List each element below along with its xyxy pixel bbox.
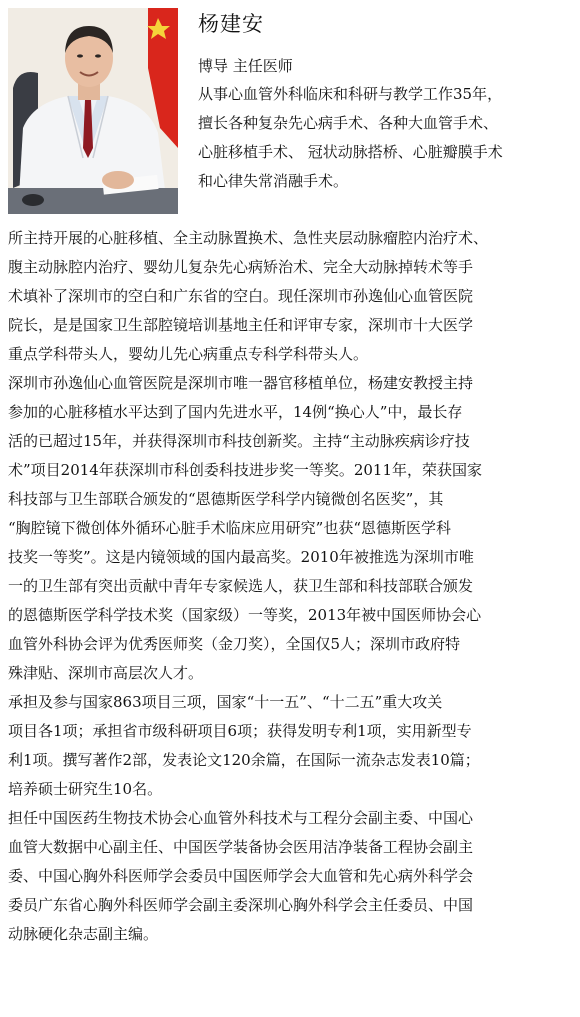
paragraph-research	[8, 688, 574, 804]
paragraph-line: 培养硕士研究生10名。	[8, 780, 163, 798]
paragraph-line: “胸腔镜下微创体外循环心脏手术临床应用研究”也获“恩德斯医学科	[8, 519, 452, 537]
paragraph-line: 科技部与卫生部联合颁发的“恩德斯医学科学内镜微创名医奖”，其	[8, 490, 444, 508]
paragraph-hospital-awards	[8, 369, 574, 688]
paragraph-line: 血管外科协会评为优秀医师奖（金刀奖），全国仅5人；深圳市政府特	[8, 635, 461, 653]
paragraph-line: 术”项目2014年获深圳市科创委科技进步奖一等奖。2011年，荣获国家	[8, 461, 483, 479]
paragraph-line: 腹主动脉腔内治疗、婴幼儿复杂先心病矫治术、完全大动脉掉转术等手	[8, 258, 474, 276]
paragraph-line: 血管大数据中心副主任、中国医学装备协会医用洁净装备工程协会副主	[8, 838, 474, 856]
paragraph-line: 项目各1项；承担省市级科研项目6项；获得发明专利1项，实用新型专	[8, 722, 472, 740]
paragraph-achievements	[8, 224, 574, 369]
paragraph-positions	[8, 804, 574, 949]
paragraph-line: 术填补了深圳市的空白和广东省的空白。现任深圳市孙逸仙心血管医院	[8, 287, 474, 305]
paragraph-line: 院长，是是国家卫生部腔镜培训基地主任和评审专家，深圳市十大医学	[8, 316, 474, 334]
paragraph-line: 所主持开展的心脏移植、全主动脉置换术、急性夹层动脉瘤腔内治疗术、	[8, 229, 489, 247]
paragraph-line: 的恩德斯医学科学技术奖（国家级）一等奖，2013年被中国医师协会心	[8, 606, 482, 624]
doctor-portrait-photo	[8, 8, 178, 214]
paragraph-line: 技奖一等奖”。这是内镜领域的国内最高奖。2010年被推选为深圳市唯	[8, 548, 474, 566]
paragraph-line: 利1项。撰写著作2部，发表论文120余篇，在国际一流杂志发表10篇；	[8, 751, 480, 769]
paragraph-line: 委员广东省心胸外科医师学会副主委深圳心胸外科学会主任委员、中国	[8, 896, 474, 914]
profile-header	[0, 0, 580, 216]
intro-line: 从事心血管外科临床和科研与教学工作35年，	[198, 85, 503, 103]
paragraph-line: 参加的心脏移植水平达到了国内先进水平，14例“换心人”中，最长存	[8, 403, 463, 421]
paragraph-line: 承担及参与国家863项目三项，国家“十一五”、“十二五”重大攻关	[8, 693, 443, 711]
intro-line: 心脏移植手术、 冠状动脉搭桥、心脏瓣膜手术	[198, 143, 503, 161]
paragraph-line: 活的已超过15年，并获得深圳市科技创新奖。主持“主动脉疾病诊疗技	[8, 432, 470, 450]
paragraph-line: 重点学科带头人，婴幼儿先心病重点专科学科带头人。	[8, 345, 369, 363]
paragraph-line: 动脉硬化杂志副主编。	[8, 925, 159, 943]
paragraph-line: 一的卫生部有突出贡献中青年专家候选人，获卫生部和科技部联合颁发	[8, 577, 474, 595]
intro-line: 擅长各种复杂先心病手术、各种大血管手术、	[198, 114, 499, 132]
profile-info	[198, 8, 578, 196]
paragraph-line: 殊津贴、深圳市高层次人才。	[8, 664, 204, 682]
paragraph-line: 深圳市孙逸仙心血管医院是深圳市唯一器官移植单位，杨建安教授主持	[8, 374, 474, 392]
portrait-illustration	[8, 8, 178, 214]
paragraph-line: 担任中国医药生物技术协会心血管外科技术与工程分会副主委、中国心	[8, 809, 474, 827]
doctor-name: 杨建安	[198, 12, 264, 36]
doctor-title: 博导 主任医师	[198, 57, 293, 75]
paragraph-line: 委、中国心胸外科医师学会委员中国医师学会大血管和先心病外科学会	[8, 867, 474, 885]
biography-body	[8, 224, 574, 949]
intro-line: 和心律失常消融手术。	[198, 172, 349, 190]
